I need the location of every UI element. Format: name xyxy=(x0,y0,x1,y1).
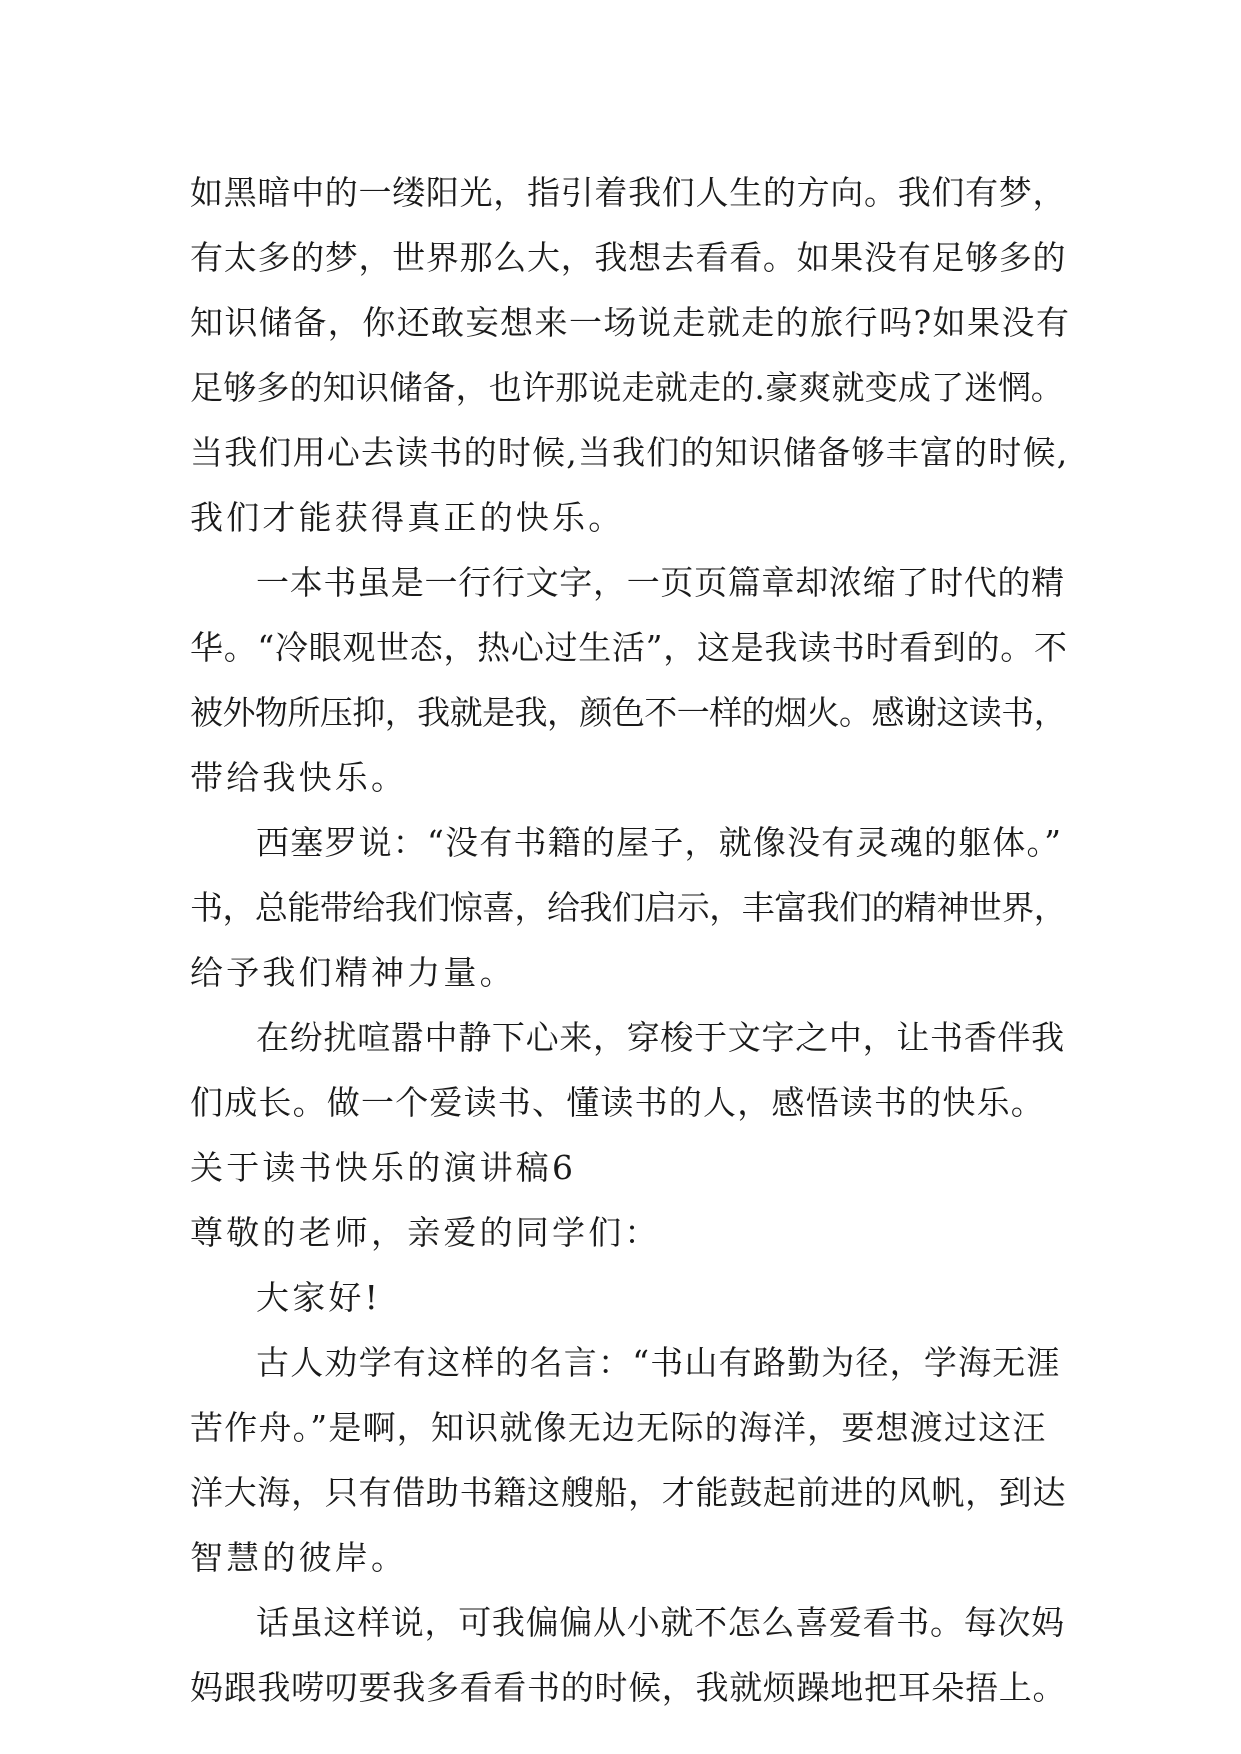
text-line: 书，总能带给我们惊喜，给我们启示，丰富我们的精神世界， xyxy=(190,888,1067,927)
body-text xyxy=(190,160,1070,1720)
salutation: 尊敬的老师，亲爱的同学们： xyxy=(190,1213,661,1252)
text-line: 有太多的梦，世界那么大，我想去看看。如果没有足够多的 xyxy=(190,238,1067,277)
text-line: 洋大海，只有借助书籍这艘船，才能鼓起前进的风帆，到达 xyxy=(190,1473,1067,1512)
text-line: 当我们用心去读书的时候,当我们的知识储备够丰富的时候, xyxy=(190,433,1069,472)
text-line: 如黑暗中的一缕阳光，指引着我们人生的方向。我们有梦， xyxy=(190,173,1067,212)
paragraph-first-line: 话虽这样说，可我偏偏从小就不怎么喜爱看书。每次妈 xyxy=(256,1603,1065,1642)
text-line: 们成长。做一个爱读书、懂读书的人，感悟读书的快乐。 xyxy=(190,1083,1045,1122)
paragraph-first-line: 西塞罗说：“没有书籍的屋子，就像没有灵魂的躯体。” xyxy=(256,823,1063,862)
text-line: 苦作舟。”是啊，知识就像无边无际的海洋，要想渡过这汪 xyxy=(190,1408,1047,1447)
paragraph-first-line: 古人劝学有这样的名言：“书山有路勤为径，学海无涯 xyxy=(256,1343,1061,1382)
paragraph-first-line: 一本书虽是一行行文字，一页页篇章却浓缩了时代的精 xyxy=(256,563,1065,602)
text-line: 智慧的彼岸。 xyxy=(190,1538,408,1577)
text-line: 给予我们精神力量。 xyxy=(190,953,516,992)
text-line: 妈跟我唠叨要我多看看书的时候，我就烦躁地把耳朵捂上。 xyxy=(190,1668,1067,1707)
text-line: 华。“冷眼观世态，热心过生活”，这是我读书时看到的。不 xyxy=(190,628,1068,667)
text-line: 我们才能获得真正的快乐。 xyxy=(190,498,625,537)
text-line: 足够多的知识储备，也许那说走就走的.豪爽就变成了迷惘。 xyxy=(190,368,1064,407)
section-heading: 关于读书快乐的演讲稿6 xyxy=(190,1148,577,1187)
text-line: 被外物所压抑，我就是我，颜色不一样的烟火。感谢这读书， xyxy=(190,693,1067,732)
text-line: 知识储备，你还敢妄想来一场说走就走的旅行吗?如果没有 xyxy=(190,303,1071,342)
text-line: 带给我快乐。 xyxy=(190,758,408,797)
paragraph-first-line: 在纷扰喧嚣中静下心来，穿梭于文字之中，让书香伴我 xyxy=(256,1018,1065,1057)
greeting: 大家好! xyxy=(256,1278,382,1317)
